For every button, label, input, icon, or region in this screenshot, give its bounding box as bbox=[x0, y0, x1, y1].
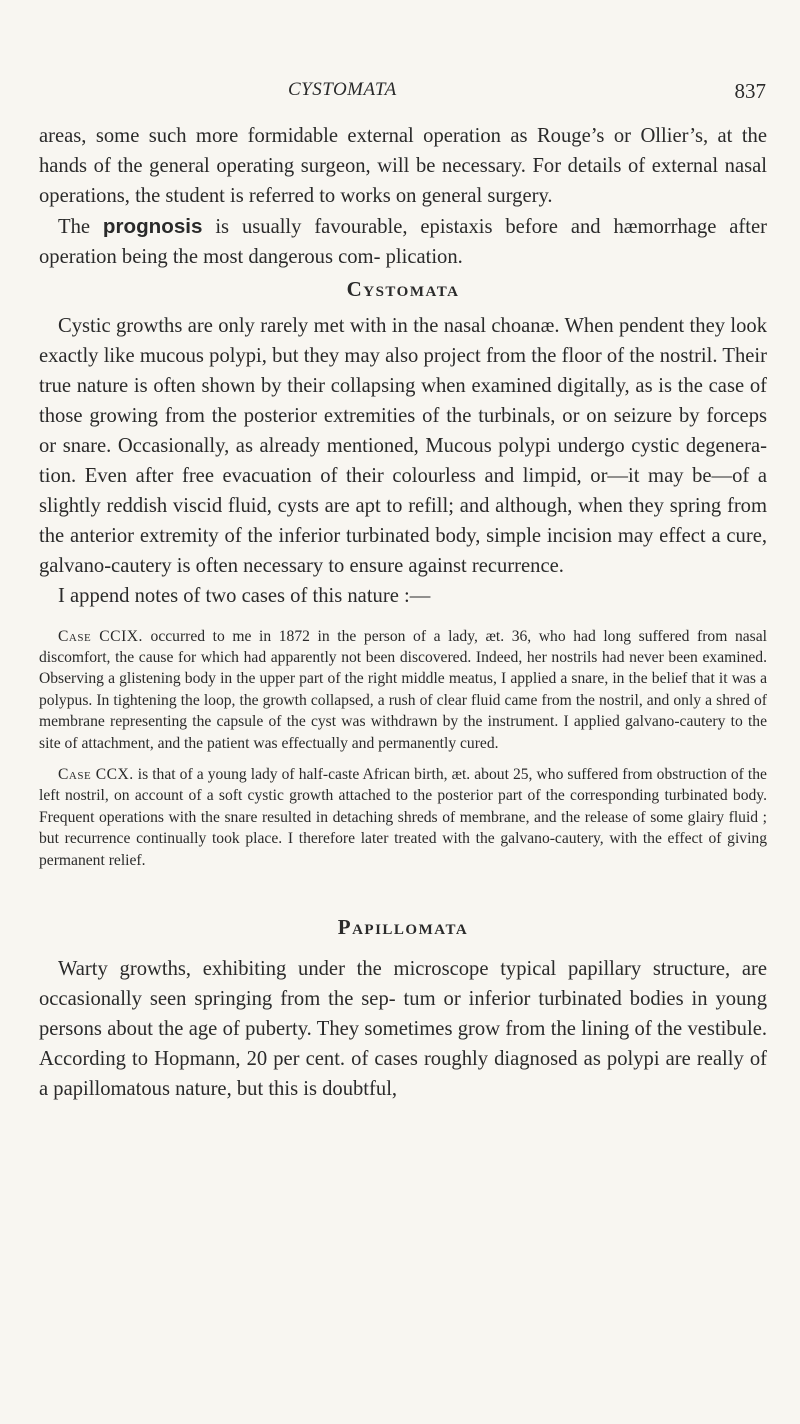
prognosis-rest: is usually favourable, epistaxis before and hæmorrhage after operation being the most dangerous com- plication. bbox=[39, 215, 767, 268]
paragraph-continuation: areas, some such more formidable external operation as Rouge’s or Ollier’s, at the hands of the general operating surgeon, will be necessary. For details of external nasal operations, the student is referred to works on general surgery. bbox=[39, 125, 767, 207]
prognosis-term: prognosis bbox=[102, 214, 203, 238]
case-text: occurred to me in 1872 in the person of a lady, æt. 36, who had long suffered from nasal discomfort, the cause for which had apparently not been discovered. Indeed, her nostrils had never been examined. Observing a glistening body in the upper part of the right middle meatus, I applied a snare, in the belief that it was a polypus. In tightening the loop, the growth collapsed, a rush of clear fluid came from the nostril, and only a shred of membrane representing the capsule of the cyst was withdrawn by the instrument. I applied galvano-cautery to the site of attachment, and the patient was effectually and permanently cured. bbox=[39, 627, 767, 752]
case-label: Case CCX. bbox=[58, 765, 134, 783]
section-heading-papillomata: Papillomata bbox=[337, 914, 469, 939]
page-header bbox=[0, 79, 800, 109]
case-text: is that of a young lady of half-caste African birth, æt. about 25, who suffered from obstruction of the left nostril, on account of a soft cystic growth attached to the posterior part of the corresponding turbinated body. Frequent operations with the snare resulted in detaching shreds of membrane, and the release of some glairy fluid ; but recurrence continually took place. I therefore later treated with the galvano-cautery, with the effect of giving permanent relief. bbox=[39, 765, 767, 869]
paragraph-prognosis bbox=[39, 212, 767, 273]
paragraph-papillomata: Warty growths, exhibiting under the microscope typical papillary structure, are occasionally seen springing from the sep- tum or inferior turbinated bodies in young persons about the age of puberty. They sometimes grow from the lining of the vestibule. According to Hopmann, 20 per cent. of cases roughly diagnosed as polypi are really of a papillomatous nature, but this is doubtful, bbox=[39, 957, 767, 1100]
running-title: CYSTOMATA bbox=[288, 79, 397, 100]
case-note bbox=[39, 764, 767, 871]
case-note bbox=[39, 626, 767, 754]
paragraph-append-notes: I append notes of two cases of this nature :— bbox=[58, 584, 431, 607]
page-number: 837 bbox=[734, 79, 766, 103]
paragraph-cystomata: Cystic growths are only rarely met with in the nasal choanæ. When pendent they look exactly like mucous polypi, but they may also project from the floor of the nostril. Their true nature is often shown by their collapsing when examined digitally, as is the case of those growing from the posterior extremities of the turbinals, or on seizure by forceps or snare. Occasionally, as already mentioned, Mucous polypi undergo cystic degenera- tion. Even after free evacuation of their colourless and limpid, or—it may be—of a slightly reddish viscid fluid, cysts are apt to refill; and although, when they spring from the anterior extremity of the inferior turbinated body, simple incision may effect a cure, galvano-cautery is often necessary to ensure against recurrence. bbox=[39, 315, 767, 577]
prognosis-lead: The bbox=[58, 215, 103, 238]
case-label: Case CCIX. bbox=[58, 627, 143, 645]
section-heading-cystomata: Cystomata bbox=[346, 276, 460, 301]
page-body bbox=[39, 122, 767, 1104]
